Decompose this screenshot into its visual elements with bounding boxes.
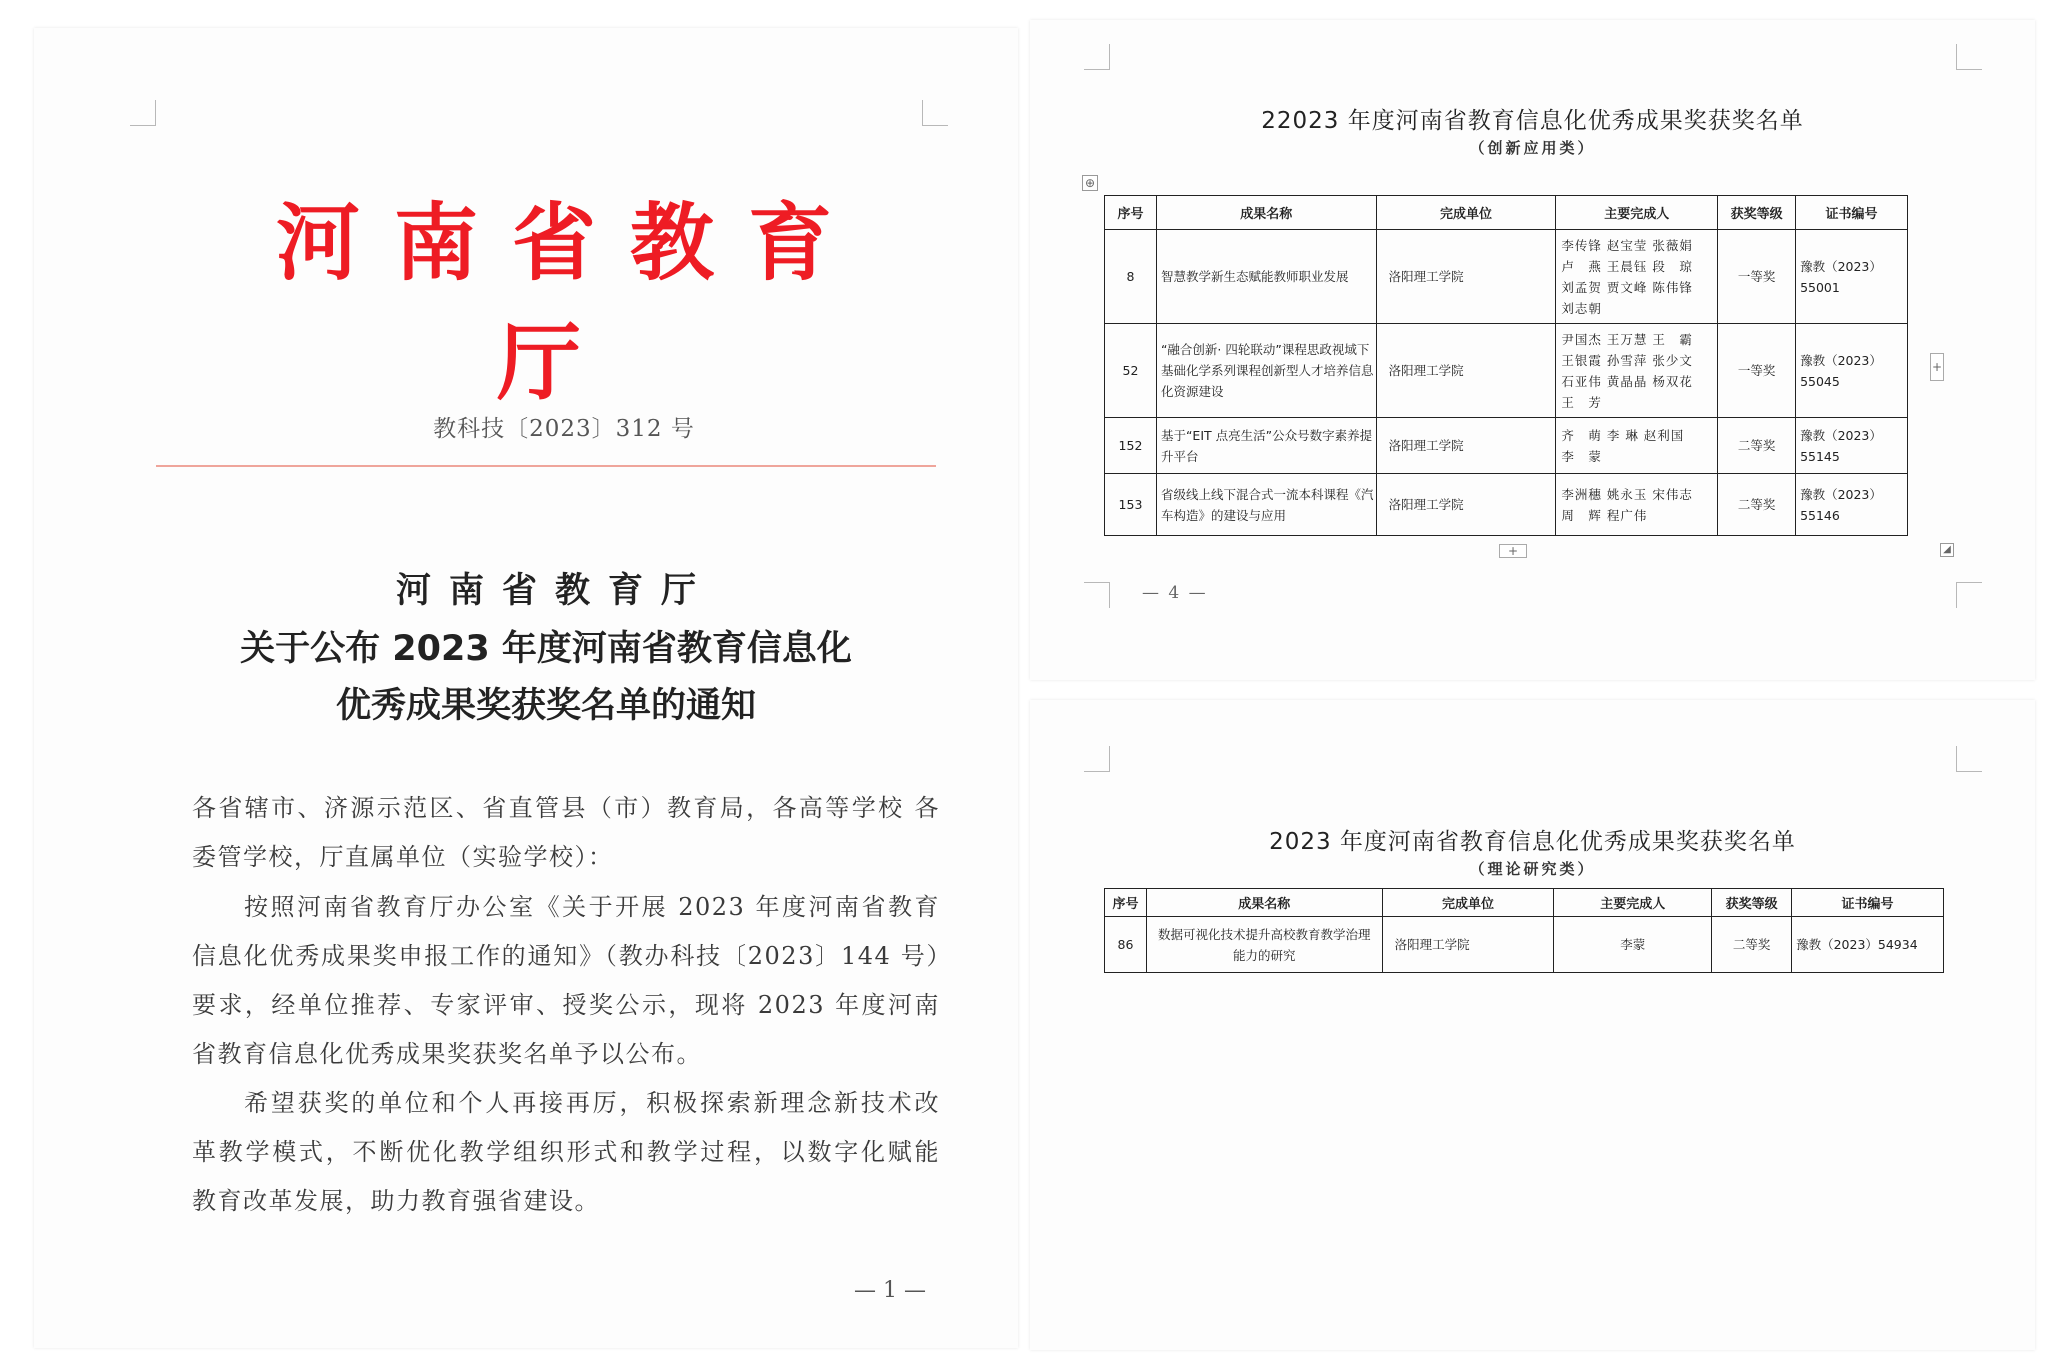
col-header-cert: 证书编号 (1792, 889, 1944, 917)
award-table (1104, 888, 1944, 973)
cell-people (1556, 474, 1718, 536)
cell-unit: 洛阳理工学院 (1376, 418, 1556, 474)
person-line: 李洲穗 姚永玉 宋伟志 (1561, 486, 1693, 502)
list-title: 22023 年度河南省教育信息化优秀成果奖获奖名单 (1261, 108, 1804, 134)
crop-mark (1956, 746, 1982, 772)
cell-cert: 豫教（2023）55045 (1796, 324, 1908, 418)
cell-level: 一等奖 (1718, 324, 1796, 418)
table-move-handle-icon[interactable]: ⊕ (1082, 175, 1098, 191)
list-subtitle: （理论研究类） (1469, 860, 1596, 878)
col-header-level: 获奖等级 (1712, 889, 1792, 917)
person-line: 齐 萌 李 琳 赵利国 (1561, 427, 1685, 443)
cell-level: 二等奖 (1718, 474, 1796, 536)
add-row-icon[interactable]: + (1499, 544, 1527, 558)
crop-mark (1084, 746, 1110, 772)
cell-unit: 洛阳理工学院 (1376, 324, 1556, 418)
department-header: 河南省教育厅 (275, 194, 866, 412)
table-resize-icon[interactable]: ◢ (1940, 543, 1954, 557)
person-line: 周 辉 程广伟 (1561, 507, 1648, 523)
add-column-icon[interactable]: + (1930, 353, 1944, 381)
cell-people (1556, 230, 1718, 324)
document-number: 教科技〔2023〕312 号 (433, 416, 695, 442)
cell-no: 52 (1105, 324, 1157, 418)
crop-mark (1956, 582, 1982, 608)
crop-mark (922, 100, 948, 126)
cell-level: 二等奖 (1712, 917, 1792, 973)
table-header-row (1105, 196, 1908, 230)
notice-page (34, 28, 1018, 1348)
cell-name: 智慧教学新生态赋能教师职业发展 (1156, 230, 1376, 324)
table-row (1105, 474, 1908, 536)
table-header-row (1105, 889, 1944, 917)
cell-level: 一等奖 (1718, 230, 1796, 324)
cell-no: 8 (1105, 230, 1157, 324)
crop-mark (1956, 44, 1982, 70)
list-title: 2023 年度河南省教育信息化优秀成果奖获奖名单 (1269, 829, 1796, 855)
cell-cert: 豫教（2023）55145 (1796, 418, 1908, 474)
col-header-people: 主要完成人 (1554, 889, 1712, 917)
crop-mark (1084, 44, 1110, 70)
cell-people (1556, 418, 1718, 474)
person-line: 石亚伟 黄晶晶 杨双花 (1561, 373, 1693, 389)
notice-title-line-3: 优秀成果奖获奖名单的通知 (335, 686, 756, 726)
cell-name: “融合创新· 四轮联动”课程思政视域下基础化学系列课程创新型人才培养信息化资源建设 (1156, 324, 1376, 418)
cell-unit: 洛阳理工学院 (1382, 917, 1554, 973)
col-header-no: 序号 (1105, 196, 1157, 230)
col-header-people: 主要完成人 (1556, 196, 1718, 230)
body-paragraph-1: 按照河南省教育厅办公室《关于开展 2023 年度河南省教育信息化优秀成果奖申报工作的通知》（教办科技〔2023〕144 号）要求，经单位推荐、专家评审、授奖公示，现将 2023 年度河南省教育信息化优秀成果奖获奖名单予以公布。 (192, 893, 940, 1068)
table-row (1105, 917, 1944, 973)
salutation: 各省辖市、济源示范区、省直管县（市）教育局，各高等学校 各委管学校，厅直属单位（实验学校）： (192, 794, 940, 871)
crop-mark (130, 100, 156, 126)
cell-level: 二等奖 (1718, 418, 1796, 474)
list-subtitle: （创新应用类） (1469, 139, 1596, 157)
page-number: — 1 — (854, 1278, 926, 1303)
cell-people: 李蒙 (1554, 917, 1712, 973)
cell-unit: 洛阳理工学院 (1376, 474, 1556, 536)
cell-cert: 豫教（2023）55001 (1796, 230, 1908, 324)
col-header-level: 获奖等级 (1718, 196, 1796, 230)
person-line: 卢 燕 王晨钰 段 琼 (1561, 258, 1693, 274)
cell-cert: 豫教（2023）54934 (1792, 917, 1944, 973)
person-line: 王银霞 孙雪萍 张少文 (1561, 352, 1693, 368)
body-paragraph-2: 希望获奖的单位和个人再接再厉，积极探索新理念新技术改 革教学模式，不断优化教学组织形式和教学过程，以数字化赋能 教育改革发展，助力教育强省建设。 (192, 1089, 940, 1215)
cell-no: 86 (1105, 917, 1147, 973)
red-divider (156, 465, 936, 467)
table-row (1105, 230, 1908, 324)
innovation-list-page (1030, 20, 2035, 680)
person-line: 李 蒙 (1561, 448, 1602, 464)
table-row (1105, 418, 1908, 474)
col-header-unit: 完成单位 (1376, 196, 1556, 230)
person-line: 刘孟贺 贾文峰 陈伟锋 (1561, 279, 1693, 295)
notice-title-line-2: 关于公布 2023 年度河南省教育信息化 (240, 629, 852, 669)
award-table (1104, 195, 1908, 536)
col-header-name: 成果名称 (1146, 889, 1382, 917)
col-header-cert: 证书编号 (1796, 196, 1908, 230)
table-row (1105, 324, 1908, 418)
notice-title-line-1: 河南省教育厅 (395, 571, 714, 611)
person-line: 王 芳 (1561, 394, 1602, 410)
cell-cert: 豫教（2023）55146 (1796, 474, 1908, 536)
col-header-unit: 完成单位 (1382, 889, 1554, 917)
cell-people (1556, 324, 1718, 418)
col-header-name: 成果名称 (1156, 196, 1376, 230)
cell-name: 省级线上线下混合式一流本科课程《汽车构造》的建设与应用 (1156, 474, 1376, 536)
cell-name: 基于“EIT 点亮生活”公众号数字素养提升平台 (1156, 418, 1376, 474)
theory-list-page (1030, 700, 2035, 1350)
page-number: — 4 — (1142, 583, 1208, 603)
person-line: 尹国杰 王万慧 王 霸 (1561, 331, 1693, 347)
person-line: 李传锋 赵宝莹 张薇娟 (1561, 237, 1693, 253)
crop-mark (1084, 582, 1110, 608)
cell-no: 153 (1105, 474, 1157, 536)
cell-no: 152 (1105, 418, 1157, 474)
col-header-no: 序号 (1105, 889, 1147, 917)
cell-unit: 洛阳理工学院 (1376, 230, 1556, 324)
person-line: 刘志朝 (1561, 300, 1602, 316)
cell-name: 数据可视化技术提升高校教育教学治理能力的研究 (1146, 917, 1382, 973)
